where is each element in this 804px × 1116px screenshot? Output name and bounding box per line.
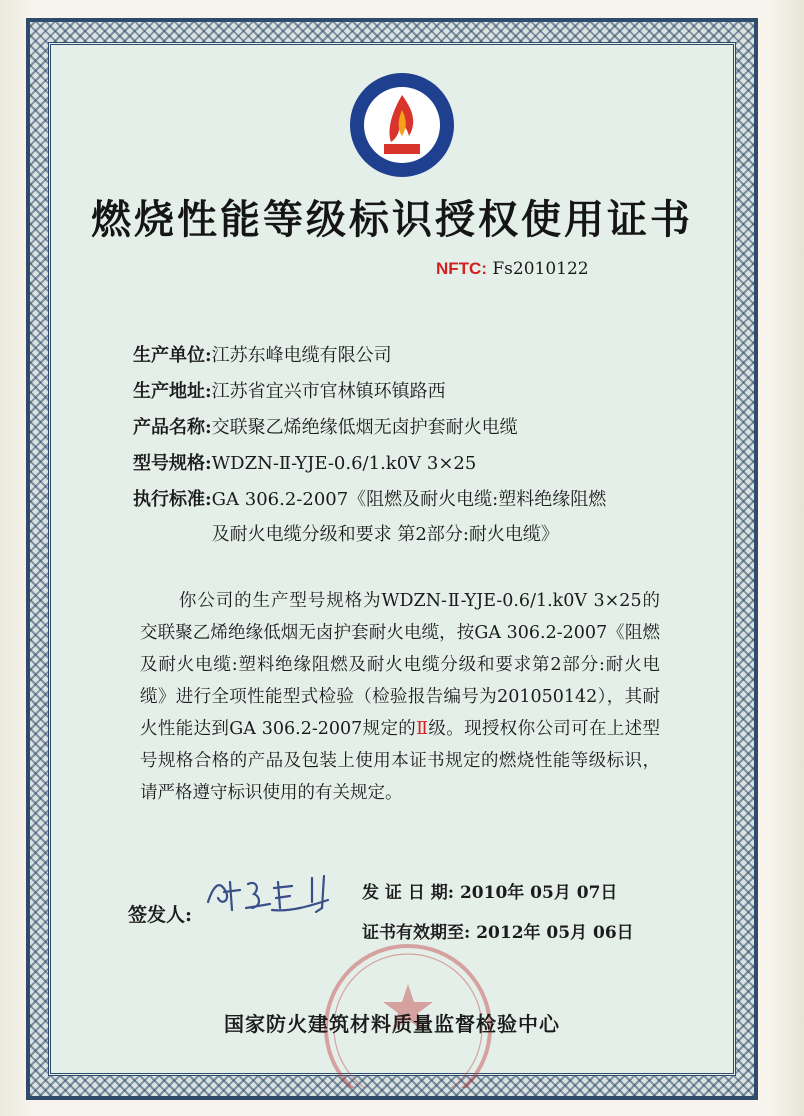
issue-date-row [362, 878, 617, 903]
product-value: 交联聚乙烯绝缘低烟无卤护套耐火电缆 [211, 417, 518, 438]
standard-label: 执行标准: [133, 489, 212, 510]
valid-until-label: 证书有效期至: [362, 923, 471, 943]
issue-date-label: 发 证 日 期: [362, 883, 455, 903]
address-label: 生产地址: [133, 381, 212, 402]
producer-row [133, 338, 693, 374]
valid-until-value: 2012年 05月 06日 [476, 923, 634, 943]
standard-value [212, 482, 607, 552]
standard-value-line1: GA 306.2-2007《阻燃及耐火电缆:塑料绝缘阻燃 [211, 489, 607, 510]
model-row [133, 446, 693, 482]
product-row [133, 410, 693, 446]
model-label: 型号规格: [133, 453, 212, 474]
product-info-block [133, 338, 693, 552]
issuer-logo-icon [347, 70, 457, 180]
standard-value-line2: 及耐火电缆分级和要求 第2部分:耐火电缆》 [211, 524, 559, 545]
signer-label: 签发人: [128, 904, 193, 926]
standard-row [133, 482, 693, 552]
authorization-paragraph [140, 585, 660, 809]
certificate-number [436, 259, 589, 279]
issue-date-value: 2010年 05月 07日 [459, 883, 618, 903]
producer-value: 江苏东峰电缆有限公司 [211, 345, 392, 366]
grade-mark: Ⅱ [416, 719, 429, 739]
address-row [133, 374, 693, 410]
producer-label: 生产单位: [133, 345, 212, 366]
product-label: 产品名称: [133, 417, 212, 438]
issuing-organization: 国家防火建筑材料质量监督检验中心 [224, 1012, 560, 1036]
handwritten-signature [200, 862, 360, 922]
nftc-label: NFTC: [436, 259, 487, 278]
nftc-code: Fs2010122 [492, 259, 589, 279]
address-value: 江苏省宜兴市官林镇环镇路西 [211, 381, 446, 402]
body-part2: 级。现授权你公司可在上述型号规格合格的产品及包装上使用本证书规定的燃烧性能等级标识，请严格遵守标识使用的有关规定。 [140, 719, 661, 803]
body-part1: 你公司的生产型号规格为WDZN-Ⅱ-YJE-0.6/1.k0V 3×25的交联聚乙烯绝缘低烟无卤护套耐火电缆，按GA 306.2-2007《阻燃及耐火电缆:塑料绝缘阻燃及耐火电缆分级和要求第2部分:耐火电缆》进行全项性能型式检验（检验报告编号为201050142），其耐火性能达到GA 306.2-2007规定的 [140, 591, 660, 739]
model-value: WDZN-Ⅱ-YJE-0.6/1.k0V 3×25 [211, 453, 477, 474]
certificate-title: 燃烧性能等级标识授权使用证书 [91, 196, 693, 243]
